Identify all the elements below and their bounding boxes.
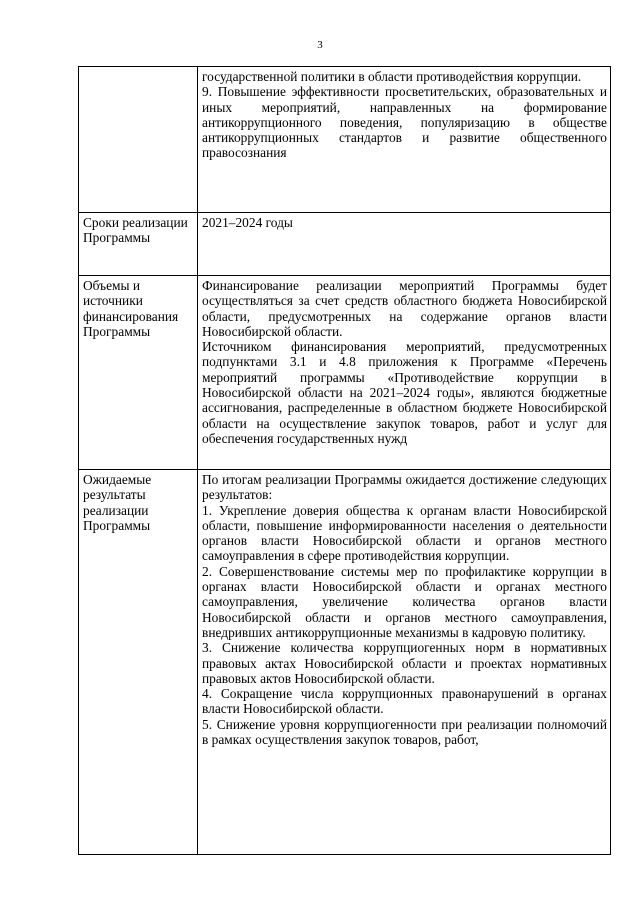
program-passport-table — [78, 66, 611, 855]
row-label-cell — [79, 67, 198, 213]
table-row — [79, 470, 611, 855]
paragraph: По итогам реализации Программы ожидается достижение следующих результатов: — [202, 472, 607, 503]
page-number: 3 — [317, 39, 323, 51]
paragraph: 9. Повышение эффективности просветительских, образовательных и иных мероприятий, направленных на формирование антикоррупционного поведения, популяризацию в обществе антикоррупционных стандартов и развитие общественного правосознания — [202, 84, 607, 161]
paragraph: государственной политики в области противодействия коррупции. — [202, 69, 582, 84]
row-label-cell — [79, 470, 198, 855]
row-label: Сроки реализации Программы — [83, 215, 188, 246]
paragraph: 3. Снижение количества коррупциогенных норм в нормативных правовых актах Новосибирской области и проектах нормативных правовых актов Новосибирской области. — [202, 640, 607, 686]
paragraph: 4. Сокращение числа коррупционных правонарушений в органах власти Новосибирской области. — [202, 686, 607, 717]
row-label: Объемы и источники финансирования Программы — [83, 278, 179, 339]
row-label-cell — [79, 276, 198, 470]
paragraph: 1. Укрепление доверия общества к органам власти Новосибирской области, повышение информированности населения о деятельности органов власти Новосибирской области и органов местного самоуправления в сфере противодействия коррупции. — [202, 502, 607, 564]
paragraph: 2. Совершенствование системы мер по профилактике коррупции в органах власти Новосибирской области и органах местного самоуправления, увеличение количества органов власти Новосибирской области и органов местного самоуправления, внедривших антикоррупционные механизмы в кадровую политику. — [202, 563, 607, 640]
paragraph: 2021–2024 годы — [202, 215, 293, 230]
paragraph: 5. Снижение уровня коррупциогенности при реализации полномочий в рамках осуществления закупок товаров, работ, — [202, 716, 607, 748]
table-row — [79, 213, 611, 276]
table-row — [79, 276, 611, 470]
row-label-cell — [79, 213, 198, 276]
row-value-cell — [198, 470, 611, 855]
paragraph: Финансирование реализации мероприятий Программы будет осуществляться за счет средств областного бюджета Новосибирской области, предусмотренных на содержание органов власти Новосибирской области. — [202, 278, 607, 339]
table-row — [79, 67, 611, 213]
row-value-cell — [198, 67, 611, 213]
row-value-cell — [198, 276, 611, 470]
row-value-cell — [198, 213, 611, 276]
row-label: Ожидаемые результаты реализации Программы — [83, 472, 152, 533]
paragraph: Источником финансирования мероприятий, предусмотренных подпунктами 3.1 и 4.8 приложения к Программе «Перечень мероприятий программы «Противодействие коррупции в Новосибирской области на 2021–2024 годы», являются бюджетные ассигнования, распределенные в областном бюджете Новосибирской области на осуществление закупок товаров, работ и услуг для обеспечения государственных нужд — [202, 339, 607, 446]
